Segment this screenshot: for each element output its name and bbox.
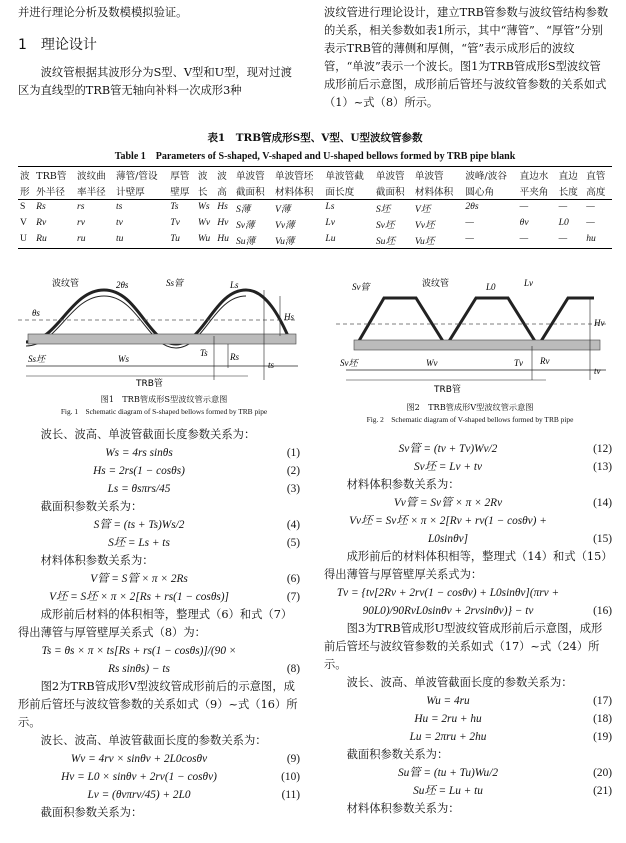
fig1-label-theta: θs (32, 308, 40, 318)
table-row (18, 216, 612, 232)
equation-16a (324, 584, 612, 602)
table-cell: Hu (215, 232, 234, 249)
figure-2 (326, 276, 614, 426)
equation-11 (18, 786, 300, 804)
right-text-6: 材料体积参数关系为： (346, 802, 460, 815)
parameter-table (18, 166, 612, 249)
fig1-label-stube: Ss管 (166, 278, 184, 288)
eq12-num: (12) (593, 443, 612, 455)
fig2-label-stube: Sv管 (352, 282, 370, 292)
table-cell: L0 (558, 217, 569, 228)
left-text-5: 图2为TRB管成形V型波纹管成形前后的示意图，成形前后管坯与波纹管参数的关系如式（9）~式（16）所示。 (18, 680, 298, 729)
eq5-num: (5) (286, 537, 300, 549)
table-cell: θv (519, 217, 529, 228)
table-header-cell: 直边水 (518, 167, 557, 184)
eq20-body: Su管 = (tu + Tu)Wu/2 (398, 767, 498, 779)
fig1-label-2theta: 2θs (116, 280, 129, 290)
eq21-body: Su坯 = Lu + tu (413, 785, 483, 797)
eq9-num: (9) (286, 753, 300, 765)
fig2-label-wv: Wv (426, 358, 438, 368)
table-row (18, 200, 612, 217)
eq18-body: Hu = 2ru + hu (414, 713, 482, 725)
eq17-num: (17) (593, 695, 612, 707)
table-header-cell: 单波管 (413, 167, 463, 184)
equation-20 (324, 764, 612, 782)
table-cell: Rv (36, 217, 47, 228)
intro-paragraph: 波纹管根据其波形分为S型、V型和U型，现对过渡区为直线型的TRB管无轴向补料一次成形3种 (18, 66, 292, 97)
table-body (18, 200, 612, 249)
right-text-2: 成形前后的材料体积相等，整理式（14）和式（15）得出薄管与厚管壁厚关系式为： (324, 550, 607, 581)
eq1-num: (1) (286, 447, 300, 459)
eq16-num: (16) (593, 605, 612, 617)
eq3-body: Ls = θsπrs/45 (107, 483, 171, 495)
fig1-label-bellows: 波纹管 (52, 279, 80, 289)
equation-8b (18, 660, 300, 678)
fig1-label-sblank: Ss坯 (28, 354, 46, 364)
equation-13 (324, 458, 612, 476)
table-cell: tu (114, 232, 168, 249)
equation-2 (18, 462, 300, 480)
eq1-body: Ws = 4rs sinθs (105, 447, 173, 459)
left-text-2: 截面积参数关系为： (40, 500, 143, 513)
equation-6 (18, 570, 300, 588)
table-cell: — (586, 201, 595, 212)
eq3-num: (3) (286, 483, 300, 495)
table-cell: tv (116, 217, 123, 228)
fig1-caption-cn: 图1 TRB管成形S型波纹管示意图 (100, 394, 228, 404)
table-row (18, 232, 612, 249)
table-cell: Vu坯 (413, 232, 463, 249)
table-cell: U (18, 232, 34, 249)
table-header-cell: 波纹曲 (75, 167, 114, 184)
eq15-num: (15) (593, 533, 612, 545)
fig2-label-tv: Tv (514, 358, 523, 368)
right-text-5: 截面积参数关系为： (346, 748, 449, 761)
table-caption-en: Table 1 Parameters of S-shaped, V-shaped and U-shaped bellows formed by TRB pipe blank (114, 151, 516, 162)
eq11-num: (11) (281, 789, 300, 801)
equation-7 (18, 588, 300, 606)
eq8b-body: Rs sinθs) − ts (108, 663, 170, 675)
table-header-cell: 高度 (584, 183, 612, 200)
table-header-cell: 单波管 (374, 167, 413, 184)
eq16a-spacer (572, 584, 612, 602)
table-header-cell: 截面积 (234, 183, 273, 200)
table-caption-cn: 表1 TRB管成形S型、V型、U型波纹管参数 (207, 132, 423, 144)
eq14-num: (14) (593, 497, 612, 509)
eq7-num: (7) (286, 591, 300, 603)
table-cell: S薄 (235, 204, 251, 215)
table-cell: Ru (34, 232, 75, 249)
table-header-cell: 波 (215, 167, 234, 184)
left-intro (18, 4, 298, 100)
equation-9 (18, 750, 300, 768)
eq5-body: S坯 = Ls + ts (108, 537, 170, 549)
equation-18 (324, 710, 612, 728)
equation-14 (324, 494, 612, 512)
right-text-1: 材料体积参数关系为： (346, 478, 460, 491)
table-header-cell: 薄管/管设 (114, 167, 168, 184)
figure-1 (18, 276, 310, 414)
table-header-cell: 长 (196, 183, 215, 200)
eq15a-spacer (572, 512, 612, 530)
table-header-cell: 截面积 (374, 183, 413, 200)
equation-12 (324, 440, 612, 458)
eq13-num: (13) (593, 461, 612, 473)
table-cell: — (557, 232, 585, 249)
fig2-caption-cn: 图2 TRB管成形V型波纹管示意图 (406, 402, 534, 412)
s-bellows-diagram (18, 276, 310, 388)
table-cell: hu (584, 232, 612, 249)
equation-8a (18, 642, 300, 660)
table-cell: Vu薄 (273, 232, 323, 249)
fig2-label-lv: Lv (524, 278, 533, 288)
table-cell: Sv坯 (375, 220, 395, 231)
table-cell: — (519, 201, 529, 212)
section-title: 1 理论设计 (18, 37, 97, 53)
table-cell: Vv坯 (414, 220, 435, 231)
eq4-body: S管 = (ts + Ts)Ws/2 (93, 519, 185, 531)
equation-4 (18, 516, 300, 534)
table-header-cell: 率半径 (75, 183, 114, 200)
table-cell: rv (76, 217, 85, 228)
table-header-cell: 平夹角 (518, 183, 557, 200)
table-cell: Ls (325, 201, 335, 212)
table-cell: V薄 (274, 204, 291, 215)
table-header-row-1 (18, 167, 612, 184)
equation-21 (324, 782, 612, 800)
intro-line: 并进行理论分析及数模模拟验证。 (18, 6, 188, 19)
right-body (324, 440, 612, 818)
table-header-cell: 单波管截 (323, 167, 373, 184)
eq17-body: Wu = 4ru (426, 695, 470, 707)
equation-15b (324, 530, 612, 548)
eq18-num: (18) (593, 713, 612, 725)
table-cell: V坯 (414, 204, 431, 215)
table-cell: V (20, 217, 27, 228)
table-header-cell: TRB管 (34, 167, 75, 184)
table-cell: Rs (36, 201, 46, 212)
left-text-6: 波长、波高、单波管截面长度的参数关系为： (40, 734, 267, 747)
table-header-cell: 面长度 (323, 183, 373, 200)
table-cell: Lu (323, 232, 373, 249)
table-header-cell: 波 (18, 167, 34, 184)
fig2-caption-en: Fig. 2 Schematic diagram of V-shaped bellows formed by TRB pipe (366, 415, 574, 424)
table-cell: ru (75, 232, 114, 249)
table-cell: Tu (168, 232, 196, 249)
fig2-label-l0: L0 (486, 282, 496, 292)
left-text-3: 材料体积参数关系为： (40, 554, 154, 567)
eq13-body: Sv坯 = Lv + tv (414, 461, 482, 473)
right-text-3: 图3为TRB管成形U型波纹管成形前后示意图，成形前后管坯与波纹管参数的关系如式（17）~式（24）所示。 (324, 622, 603, 671)
table-cell: Hs (217, 201, 228, 212)
left-text-4: 成形前后材料的体积相等，整理式（6）和式（7）得出薄管与厚管壁厚关系式（8）为： (18, 608, 293, 639)
table-header-cell: 直边 (557, 167, 585, 184)
fig2-label-tv2: tv (594, 366, 601, 376)
eq16b-body: 90L0)/90RvL0sinθv + 2rvsinθv)} − tv (362, 605, 534, 617)
eq8a-spacer (260, 642, 300, 660)
table-header-cell: 壁厚 (168, 183, 196, 200)
table-header-cell: 长度 (557, 183, 585, 200)
fig2-label-hv: Hv (594, 318, 605, 328)
intro-paragraph-right: 波纹管进行理论设计，建立TRB管参数与波纹管结构参数的关系，相关参数如表1所示，其中“薄管”、“厚管”分别表示TRB管的薄侧和厚侧，“管”表示成形后的波纹管，“单波”表示一个波长。图1为TRB管成形S型波纹管成形前后示意图，成形前后管坯与波纹管参数的关系如式（1）~式（8）所示。 (324, 6, 609, 109)
eq9-body: Wv = 4rv × sinθv + 2L0cosθv (70, 753, 208, 765)
eq6-num: (6) (286, 573, 300, 585)
table-header-cell: 计壁厚 (114, 183, 168, 200)
eq10-body: Hv = L0 × sinθv + 2rv(1 − cosθv) (61, 771, 217, 783)
equation-16b (324, 602, 612, 620)
eq14-body: Vv管 = Sv管 × π × 2Rv (393, 497, 503, 509)
fig2-label-sblank: Sv坯 (340, 358, 358, 368)
table-cell: Vv薄 (274, 220, 295, 231)
table-header-cell: 波 (196, 167, 215, 184)
fig1-label-hs: Hs (284, 312, 295, 322)
eq21-num: (21) (593, 785, 612, 797)
left-body (18, 426, 300, 822)
eq15b-body: L0sinθv] (427, 533, 469, 545)
eq16a-body: Tv = {tv[2Rv + 2rv(1 − cosθv) + L0sinθv](πrv + (336, 587, 560, 599)
table-header-cell: 形 (18, 183, 34, 200)
table-header-cell: 单波管坯 (273, 167, 323, 184)
eq12-body: Sv管 = (tv + Tv)Wv/2 (398, 443, 498, 455)
table-cell: — (558, 201, 568, 212)
fig2-label-rv: Rv (540, 356, 550, 366)
table-header-cell: 材料体积 (413, 183, 463, 200)
table-cell: — (465, 217, 474, 228)
eq7-body: V坯 = S坯 × π × 2[Rs + rs(1 − cosθs)] (49, 591, 229, 603)
table-header-cell: 直管 (584, 167, 612, 184)
table-cell: Ts (170, 201, 179, 212)
table-cell: Tv (170, 217, 180, 228)
table-cell: — (586, 217, 595, 228)
table-cell: S (20, 201, 26, 212)
equation-10 (18, 768, 300, 786)
right-intro (324, 4, 612, 112)
table-header-cell: 单波管 (234, 167, 273, 184)
eq2-body: Hs = 2rs(1 − cosθs) (93, 465, 185, 477)
equation-1 (18, 444, 300, 462)
table-cell: Sv薄 (235, 220, 255, 231)
table-header-cell: 波峰/波谷 (463, 167, 517, 184)
eq10-num: (10) (281, 771, 300, 783)
equation-15a (324, 512, 612, 530)
equation-5 (18, 534, 300, 552)
eq20-num: (20) (593, 767, 612, 779)
fig2-label-bellows: 波纹管 (422, 279, 450, 289)
fig1-label-ws: Ws (118, 354, 129, 364)
table-cell: S坯 (375, 204, 391, 215)
fig1-label-trb: TRB管 (136, 379, 163, 388)
left-text-7: 截面积参数关系为： (40, 806, 143, 819)
table-cell: 2θs (465, 201, 479, 212)
fig1-caption-en: Fig. 1 Schematic diagram of S-shaped bellows formed by TRB pipe (60, 407, 268, 416)
table-cell: — (518, 232, 557, 249)
table-header-cell: 厚管 (168, 167, 196, 184)
fig1-label-ls: Ls (230, 280, 239, 290)
table-cell: Su坯 (374, 232, 413, 249)
equation-3 (18, 480, 300, 498)
table-header-row-2 (18, 183, 612, 200)
table-cell: ts (116, 201, 123, 212)
equation-19 (324, 728, 612, 746)
table-cell: Lv (325, 217, 336, 228)
equation-17 (324, 692, 612, 710)
table-cell: Wu (196, 232, 215, 249)
parameter-table-block (18, 130, 612, 249)
fig1-label-Ts: Ts (200, 348, 208, 358)
eq6-body: V管 = S管 × π × 2Rs (90, 573, 188, 585)
table-cell: rs (76, 201, 85, 212)
v-bellows-diagram (326, 276, 614, 396)
eq4-num: (4) (286, 519, 300, 531)
eq8a-body: Ts = θs × π × ts[Rs + rs(1 − cosθs)]/(90 × (41, 645, 237, 657)
eq2-num: (2) (286, 465, 300, 477)
table-cell: Ws (197, 201, 210, 212)
table-cell: Su薄 (234, 232, 273, 249)
table-cell: Hv (217, 217, 229, 228)
left-text-1: 波长、波高、单波管截面长度参数关系为： (40, 428, 256, 441)
eq8-num: (8) (286, 663, 300, 675)
right-text-4: 波长、波高、单波管截面长度的参数关系为： (346, 676, 573, 689)
table-header-cell: 圆心角 (463, 183, 517, 200)
fig1-label-ts: ts (268, 360, 275, 370)
fig1-label-rs: Rs (230, 352, 239, 362)
table-header-cell: 外半径 (34, 183, 75, 200)
table-header-cell: 材料体积 (273, 183, 323, 200)
eq11-body: Lv = (θvπrv/45) + 2L0 (87, 789, 191, 801)
table-header-cell: 高 (215, 183, 234, 200)
table-cell: — (463, 232, 517, 249)
table-cell: Wv (197, 217, 211, 228)
eq19-num: (19) (593, 731, 612, 743)
fig2-label-trb: TRB管 (434, 385, 461, 395)
eq15a-body: Vv坯 = Sv坯 × π × 2[Rv + rv(1 − cosθv) + (349, 515, 547, 527)
eq19-body: Lu = 2πru + 2hu (409, 731, 487, 743)
